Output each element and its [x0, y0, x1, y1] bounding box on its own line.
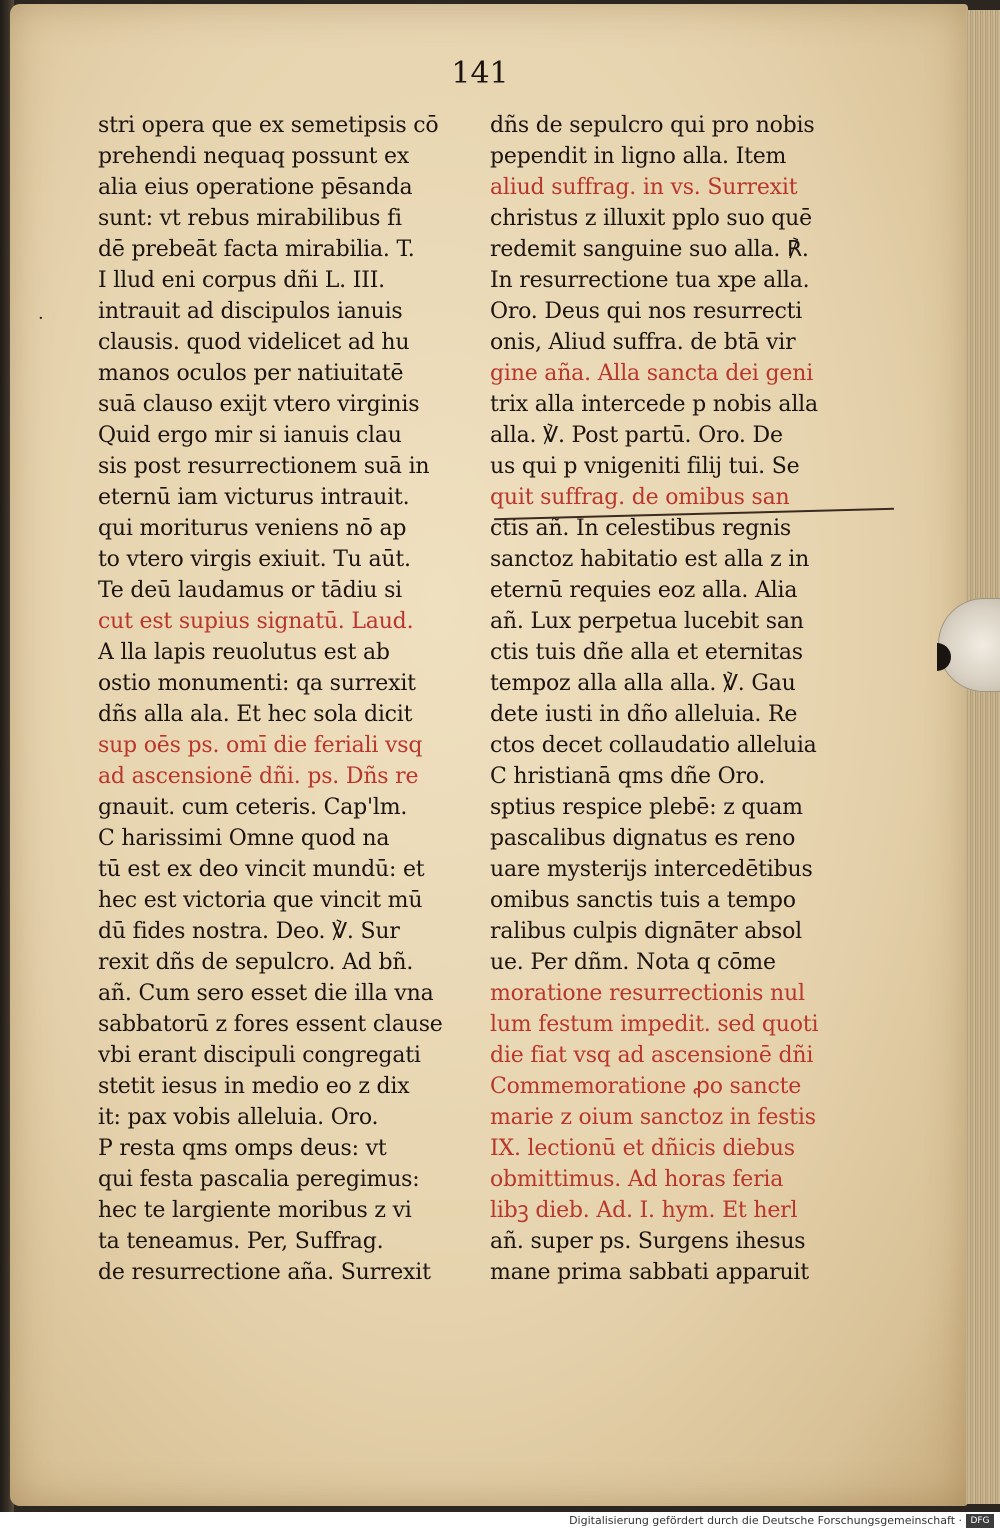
text-line: In resurrectione tua xpe alla. [490, 268, 810, 293]
text-line: libꝫ dieb. Ad. I. hym. Et herl [490, 1198, 798, 1223]
text-line: C hristianā qms dñe Oro. [490, 764, 766, 789]
margin-mark: · [38, 308, 44, 329]
text-line: omibus sanctis tuis a tempo [490, 888, 796, 913]
text-line: christus z illuxit pplo suo quē [490, 206, 812, 231]
text-line: ctos decet collaudatio alleluia [490, 733, 817, 758]
text-line: IX. lectionū et dñicis diebus [490, 1136, 795, 1161]
text-line: die fiat vsq ad ascensionē dñi [490, 1043, 814, 1068]
text-line: prehendi nequaq possunt ex [98, 144, 410, 169]
text-line: suā clauso exijt vtero virginis [98, 392, 420, 417]
dfg-logo: DFG [966, 1514, 994, 1528]
text-line: ralibus culpis dignāter absol [490, 919, 802, 944]
text-line: hec est victoria que vincit mū [98, 888, 423, 913]
text-line: C harissimi Omne quod na [98, 826, 390, 851]
text-line: ctis tuis dñe alla et eternitas [490, 640, 803, 665]
text-line: dē prebeāt facta mirabilia. T. [98, 237, 415, 262]
text-line: quit suffrag. de omibus san [490, 485, 790, 510]
text-line: qui festa pascalia peregimus: [98, 1167, 420, 1192]
text-line: lum festum impedit. sed quoti [490, 1012, 819, 1037]
text-line: aliud suffrag. in vs. Surrexit [490, 175, 798, 200]
text-line: Quid ergo mir si ianuis clau [98, 423, 402, 448]
text-line: ad ascensionē dñi. ps. Dñs re [98, 764, 419, 789]
text-line: Te deū laudamus or tādiu si [98, 578, 402, 603]
text-line: A lla lapis reuolutus est ab [98, 640, 390, 665]
text-line: qui moriturus veniens nō ap [98, 516, 407, 541]
text-line: Oro. Deus qui nos resurrecti [490, 299, 803, 324]
text-line: sanctoz habitatio est alla z in [490, 547, 810, 572]
text-line: pependit in ligno alla. Item [490, 144, 787, 169]
text-line: obmittimus. Ad horas feria [490, 1167, 784, 1192]
text-line: gine aña. Alla sancta dei geni [490, 361, 814, 386]
text-line: marie z oium sanctoz in festis [490, 1105, 816, 1130]
text-line: sup oēs ps. omī die feriali vsq [98, 733, 423, 758]
text-line: hec te largiente moribus z vi [98, 1198, 412, 1223]
page-fore-edge [966, 10, 1000, 1504]
text-line: clausis. quod videlicet ad hu [98, 330, 410, 355]
text-line: dū fides nostra. Deo. ℣. Sur [98, 919, 400, 944]
text-line: sabbatorū z fores essent clause [98, 1012, 443, 1037]
text-line: añ. super ps. Surgens ihesus [490, 1229, 806, 1254]
text-line: uare mysterijs intercedētibus [490, 857, 813, 882]
text-line: eternū requies eoz alla. Alia [490, 578, 798, 603]
text-line: redemit sanguine suo alla. ℟. [490, 237, 809, 262]
text-line: sunt: vt rebus mirabilibus fi [98, 206, 402, 231]
text-line: ue. Per dñm. Nota q cōme [490, 950, 776, 975]
text-line: de resurrectione aña. Surrexit [98, 1260, 431, 1285]
footer-bar [0, 1512, 1000, 1531]
text-line: dñs de sepulcro qui pro nobis [490, 113, 815, 138]
text-line: pascalibus dignatus es reno [490, 826, 796, 851]
text-line: Commemoratione ꝓo sancte [490, 1074, 802, 1099]
text-line: eternū iam victurus intrauit. [98, 485, 410, 510]
text-line: manos oculos per natiuitatē [98, 361, 404, 386]
text-line: trix alla intercede p nobis alla [490, 392, 818, 417]
text-line: vbi erant discipuli congregati [98, 1043, 421, 1068]
right-column [490, 110, 864, 1288]
text-line: moratione resurrectionis nul [490, 981, 805, 1006]
text-line: P resta qms omps deus: vt [98, 1136, 387, 1161]
text-line: dñs alla ala. Et hec sola dicit [98, 702, 413, 727]
text-line: alla. ℣. Post partū. Oro. De [490, 423, 783, 448]
left-column [98, 110, 478, 1288]
text-line: stri opera que ex semetipsis cō [98, 113, 439, 138]
text-line: ostio monumenti: qa surrexit [98, 671, 416, 696]
text-line: tempoz alla alla alla. ℣. Gau [490, 671, 796, 696]
text-line: sptius respice plebē: z quam [490, 795, 803, 820]
footer-credit: Digitalisierung gefördert durch die Deutsche Forschungsgemeinschaft · [569, 1514, 962, 1527]
text-line: añ. Cum sero esset die illa vna [98, 981, 434, 1006]
text-line: gnauit. cum ceteris. Cap'lm. [98, 795, 408, 820]
text-line: it: pax vobis alleluia. Oro. [98, 1105, 379, 1130]
text-line: stetit iesus in medio eo z dix [98, 1074, 410, 1099]
text-line: ta teneamus. Per, Suffrag. [98, 1229, 384, 1254]
text-line: alia eius operatione pēsanda [98, 175, 413, 200]
text-line: onis, Aliud suffra. de btā vir [490, 330, 796, 355]
text-line: añ. Lux perpetua lucebit san [490, 609, 804, 634]
text-line: I llud eni corpus dñi L. III. [98, 268, 385, 293]
text-line: sis post resurrectionem suā in [98, 454, 430, 479]
text-line: cut est supius signatū. Laud. [98, 609, 414, 634]
text-line: ctis añ. In celestibus regnis [490, 516, 792, 541]
page-number: 141 [451, 56, 509, 91]
text-line: tū est ex deo vincit mundū: et [98, 857, 425, 882]
text-line: rexit dñs de sepulcro. Ad bñ. [98, 950, 414, 975]
text-line: mane prima sabbati apparuit [490, 1260, 809, 1285]
text-line: dete iusti in dño alleluia. Re [490, 702, 798, 727]
text-line: intrauit ad discipulos ianuis [98, 299, 403, 324]
text-line: us qui p vnigeniti filij tui. Se [490, 454, 800, 479]
text-line: to vtero virgis exiuit. Tu aūt. [98, 547, 411, 572]
